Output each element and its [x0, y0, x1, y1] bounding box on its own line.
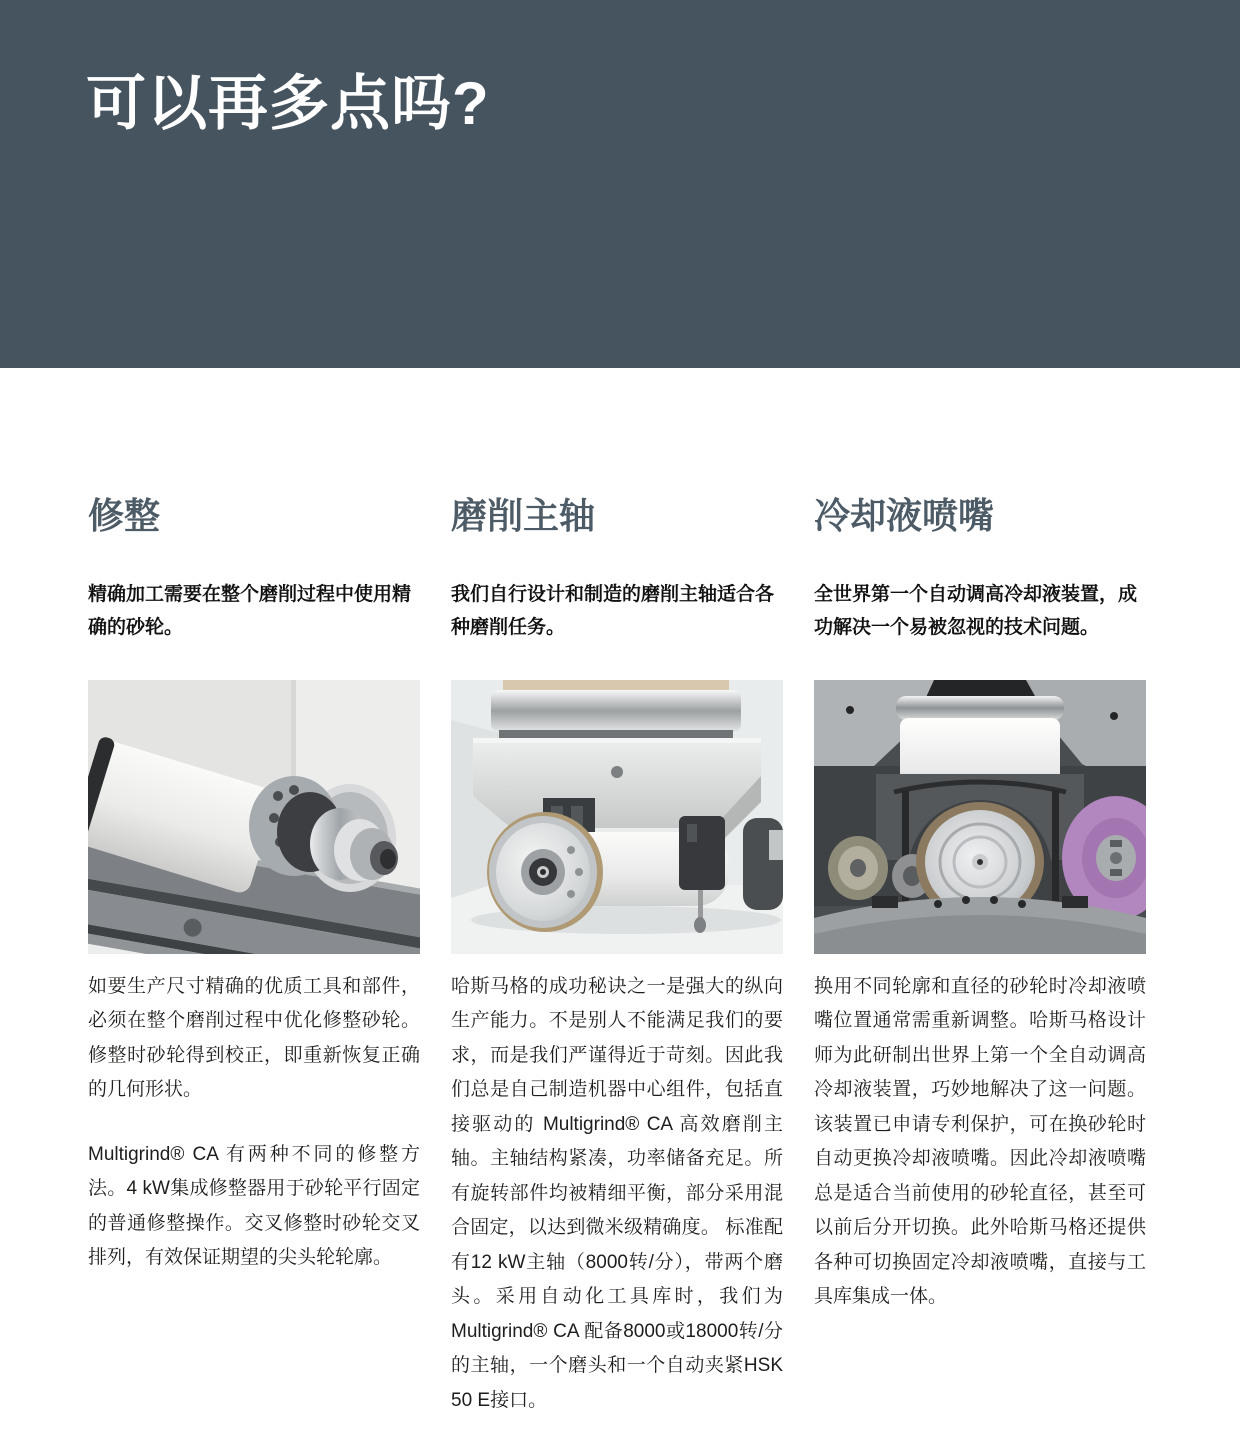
column-dressing: [88, 496, 420, 1418]
column-coolant-nozzle: [814, 496, 1146, 1418]
grinding-spindle-photo: [451, 680, 783, 954]
body-paragraph: 哈斯马格的成功秘诀之一是强大的纵向生产能力。不是别人不能满足我们的要求，而是我们严谨得近于苛刻。因此我们总是自己制造机器中心组件，包括直接驱动的 Multigrind® CA 高效磨削主轴。主轴结构紧凑，功率储备充足。所有旋转部件均被精细平衡，部分采用混合固定，以达到微米级精确度。 标准配有12 kW主轴（8000转/分），带两个磨头。采用自动化工具库时，我们为 Multigrind® CA 配备8000或18000转/分的主轴，一个磨头和一个自动夹紧HSK 50 E接口。: [451, 975, 783, 1411]
body-paragraph: 如要生产尺寸精确的优质工具和部件，必须在整个磨削过程中优化修整砂轮。修整时砂轮得到校正，即重新恢复正确的几何形状。: [88, 975, 420, 1101]
column-intro: 精确加工需要在整个磨削过程中使用精确的砂轮。: [88, 583, 412, 638]
column-grinding-spindle: [451, 496, 783, 1418]
column-heading: 冷却液喷嘴: [814, 495, 995, 536]
dressing-spindle-photo: [88, 680, 420, 954]
column-body: [814, 970, 1146, 1315]
page-header: [0, 0, 1240, 368]
body-paragraph: Multigrind® CA 有两种不同的修整方法。4 kW集成修整器用于砂轮平行固定的普通修整操作。交叉修整时砂轮交叉排列，有效保证期望的尖头轮轮廓。: [88, 1143, 420, 1269]
column-intro: 我们自行设计和制造的磨削主轴适合各种磨削任务。: [451, 583, 775, 638]
coolant-nozzle-photo: [814, 680, 1146, 954]
content-columns: [0, 368, 1240, 1418]
column-heading: 磨削主轴: [451, 495, 596, 536]
column-intro: 全世界第一个自动调高冷却液装置，成功解决一个易被忽视的技术问题。: [814, 583, 1138, 638]
column-heading: 修整: [88, 495, 161, 536]
body-paragraph: 换用不同轮廓和直径的砂轮时冷却液喷嘴位置通常需重新调整。哈斯马格设计师为此研制出世界上第一个全自动调高冷却液装置，巧妙地解决了这一问题。该装置已申请专利保护，可在换砂轮时自动更换冷却液喷嘴。因此冷却液喷嘴总是适合当前使用的砂轮直径，甚至可以前后分开切换。此外哈斯马格还提供各种可切换固定冷却液喷嘴，直接与工具库集成一体。: [814, 975, 1146, 1308]
column-body: [451, 970, 783, 1419]
column-body: [88, 970, 420, 1276]
page-title: 可以再多点吗?: [86, 70, 490, 137]
